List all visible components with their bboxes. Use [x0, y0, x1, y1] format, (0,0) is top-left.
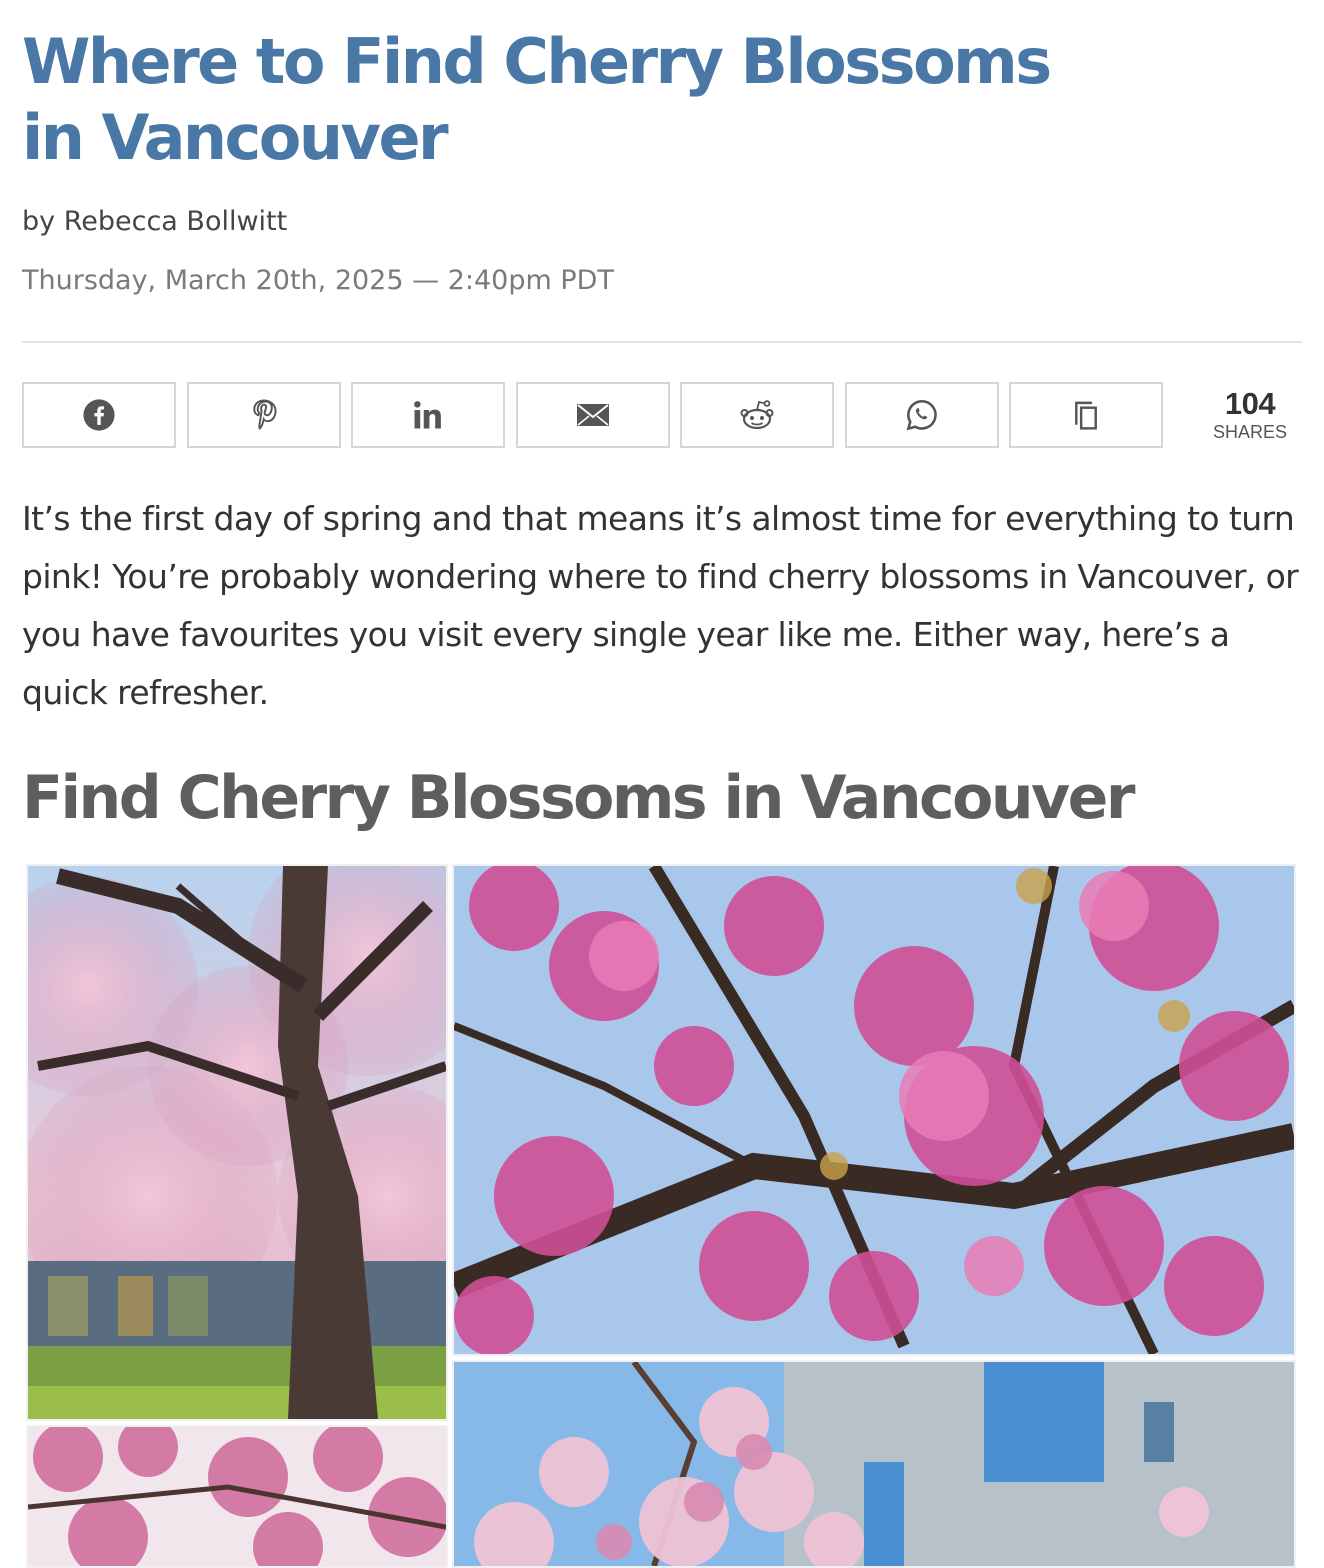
share-linkedin-button[interactable] [351, 382, 505, 448]
share-bar [22, 382, 1302, 448]
section-heading: Find Cherry Blossoms in Vancouver [22, 763, 1133, 833]
share-count-number: 104 [1224, 386, 1276, 421]
photo-cherry-tree-trunk[interactable] [26, 864, 448, 1421]
intro-paragraph: It’s the first day of spring and that means it’s almost time for everything to turn pink! You’re probably wondering where to find cherry blossoms in Vancouver, or you have favourites you visit every single year like me. Either way, here’s a quick refresher. [22, 499, 1299, 712]
pinterest-icon [249, 398, 279, 432]
share-count [1200, 386, 1300, 442]
copy-link-button[interactable] [1009, 382, 1163, 448]
share-reddit-button[interactable] [680, 382, 834, 448]
cherry-blossom-photo-collage[interactable] [26, 864, 1298, 1564]
share-email-button[interactable] [516, 382, 670, 448]
photo-pink-blossoms-sky[interactable] [452, 864, 1296, 1356]
linkedin-icon [411, 398, 445, 432]
share-count-label: SHARES [1212, 422, 1288, 442]
facebook-icon [82, 398, 116, 432]
publish-date: Thursday, March 20th, 2025 — 2:40pm PDT [22, 265, 614, 296]
whatsapp-icon [905, 398, 939, 432]
photo-blossoms-building[interactable] [452, 1360, 1296, 1568]
author-byline[interactable]: by Rebecca Bollwitt [22, 206, 288, 237]
email-icon [576, 402, 610, 428]
copy-link-icon [1071, 398, 1101, 432]
reddit-icon [739, 398, 775, 432]
share-facebook-button[interactable] [22, 382, 176, 448]
share-whatsapp-button[interactable] [845, 382, 999, 448]
divider [22, 341, 1302, 343]
article-title: Where to Find Cherry Blossoms in Vancouver [22, 25, 1050, 174]
share-pinterest-button[interactable] [187, 382, 341, 448]
photo-blossom-branches[interactable] [26, 1425, 448, 1568]
